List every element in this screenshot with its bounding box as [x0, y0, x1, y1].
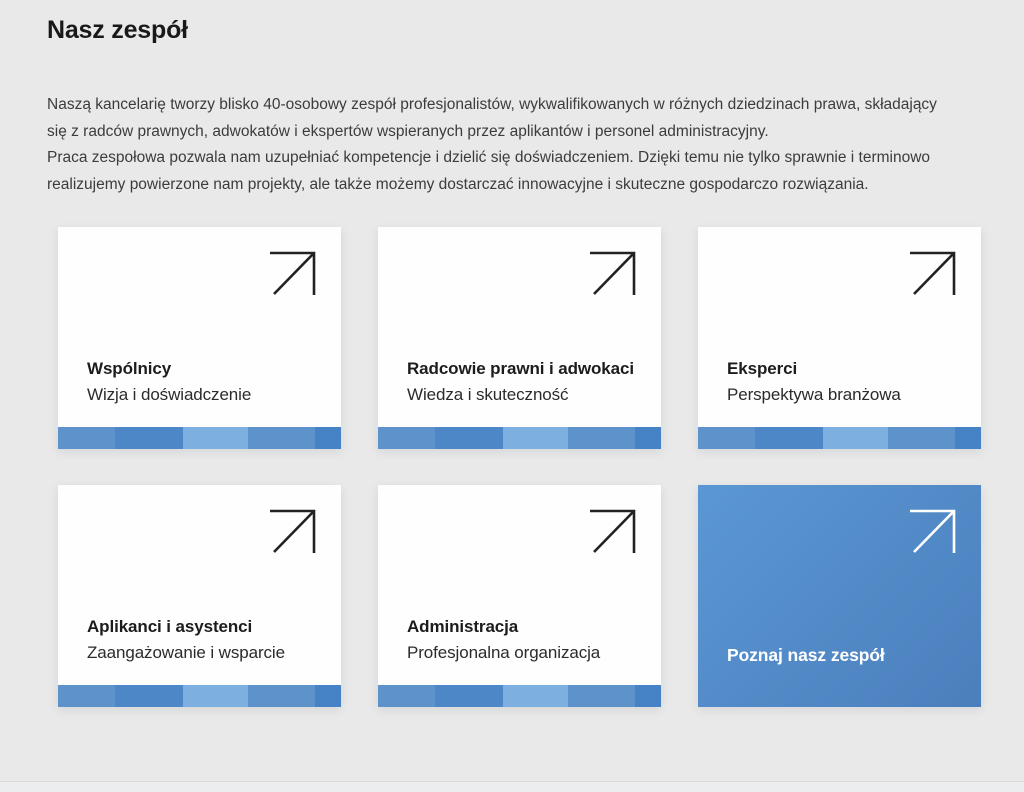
intro-paragraph-1: Naszą kancelarię tworzy blisko 40-osobowy zespół profesjonalistów, wykwalifikowanych w różnych dziedzinach prawa, składający się z radców prawnych, adwokatów i ekspertów wspieranych przez aplikantów i personel administracyjny. — [47, 96, 937, 140]
card-stripe — [58, 685, 341, 707]
card-poznaj-nasz-zespol[interactable] — [698, 485, 981, 707]
stripe-segment — [635, 427, 660, 449]
stripe-segment — [183, 427, 248, 449]
card-stripe — [378, 427, 661, 449]
stripe-segment — [248, 685, 316, 707]
stripe-segment — [635, 685, 660, 707]
stripe-segment — [115, 685, 183, 707]
card-eksperci[interactable] — [698, 227, 981, 449]
page-title: Nasz zespół — [47, 16, 188, 44]
stripe-segment — [115, 427, 183, 449]
card-aplikanci-i-asystenci[interactable] — [58, 485, 341, 707]
stripe-segment — [503, 685, 568, 707]
team-cards-grid — [58, 227, 981, 707]
card-cta-label: Poznaj nasz zespół — [727, 645, 885, 665]
stripe-segment — [698, 427, 755, 449]
stripe-segment — [955, 427, 980, 449]
card-stripe — [58, 427, 341, 449]
stripe-segment — [435, 427, 503, 449]
card-subtitle: Perspektywa branżowa — [727, 385, 901, 404]
arrow-up-right-icon — [588, 249, 638, 297]
stripe-segment — [435, 685, 503, 707]
card-title: Radcowie prawni i adwokaci — [407, 359, 634, 378]
card-subtitle: Wiedza i skuteczność — [407, 385, 569, 404]
card-title: Administracja — [407, 617, 519, 636]
card-title: Wspólnicy — [87, 359, 172, 378]
card-stripe — [698, 427, 981, 449]
card-administracja[interactable] — [378, 485, 661, 707]
arrow-up-right-icon — [588, 507, 638, 555]
stripe-segment — [315, 685, 340, 707]
stripe-segment — [58, 685, 115, 707]
stripe-segment — [315, 427, 340, 449]
card-wspolnicy[interactable] — [58, 227, 341, 449]
card-title: Eksperci — [727, 359, 798, 378]
stripe-segment — [503, 427, 568, 449]
stripe-segment — [888, 427, 956, 449]
stripe-segment — [823, 427, 888, 449]
stripe-segment — [568, 427, 636, 449]
card-subtitle: Zaangażowanie i wsparcie — [87, 643, 285, 662]
card-subtitle: Wizja i doświadczenie — [87, 385, 252, 404]
card-radcowie-prawni-i-adwokaci[interactable] — [378, 227, 661, 449]
stripe-segment — [248, 427, 316, 449]
arrow-up-right-icon — [908, 249, 958, 297]
stripe-segment — [183, 685, 248, 707]
stripe-segment — [378, 427, 435, 449]
arrow-up-right-icon — [908, 507, 958, 555]
stripe-segment — [755, 427, 823, 449]
card-stripe — [378, 685, 661, 707]
arrow-up-right-icon — [268, 249, 318, 297]
stripe-segment — [58, 427, 115, 449]
arrow-up-right-icon — [268, 507, 318, 555]
card-title: Aplikanci i asystenci — [87, 617, 253, 636]
bottom-divider — [0, 781, 1024, 792]
stripe-segment — [568, 685, 636, 707]
card-subtitle: Profesjonalna organizacja — [407, 643, 601, 662]
intro-paragraph-2: Praca zespołowa pozwala nam uzupełniać kompetencje i dzielić się doświadczeniem. Dzięki temu nie tylko sprawnie i terminowo realizujemy powierzone nam projekty, ale także możemy dostarczać innowacyjne i skuteczne gospodarczo rozwiązania. — [47, 149, 931, 193]
stripe-segment — [378, 685, 435, 707]
